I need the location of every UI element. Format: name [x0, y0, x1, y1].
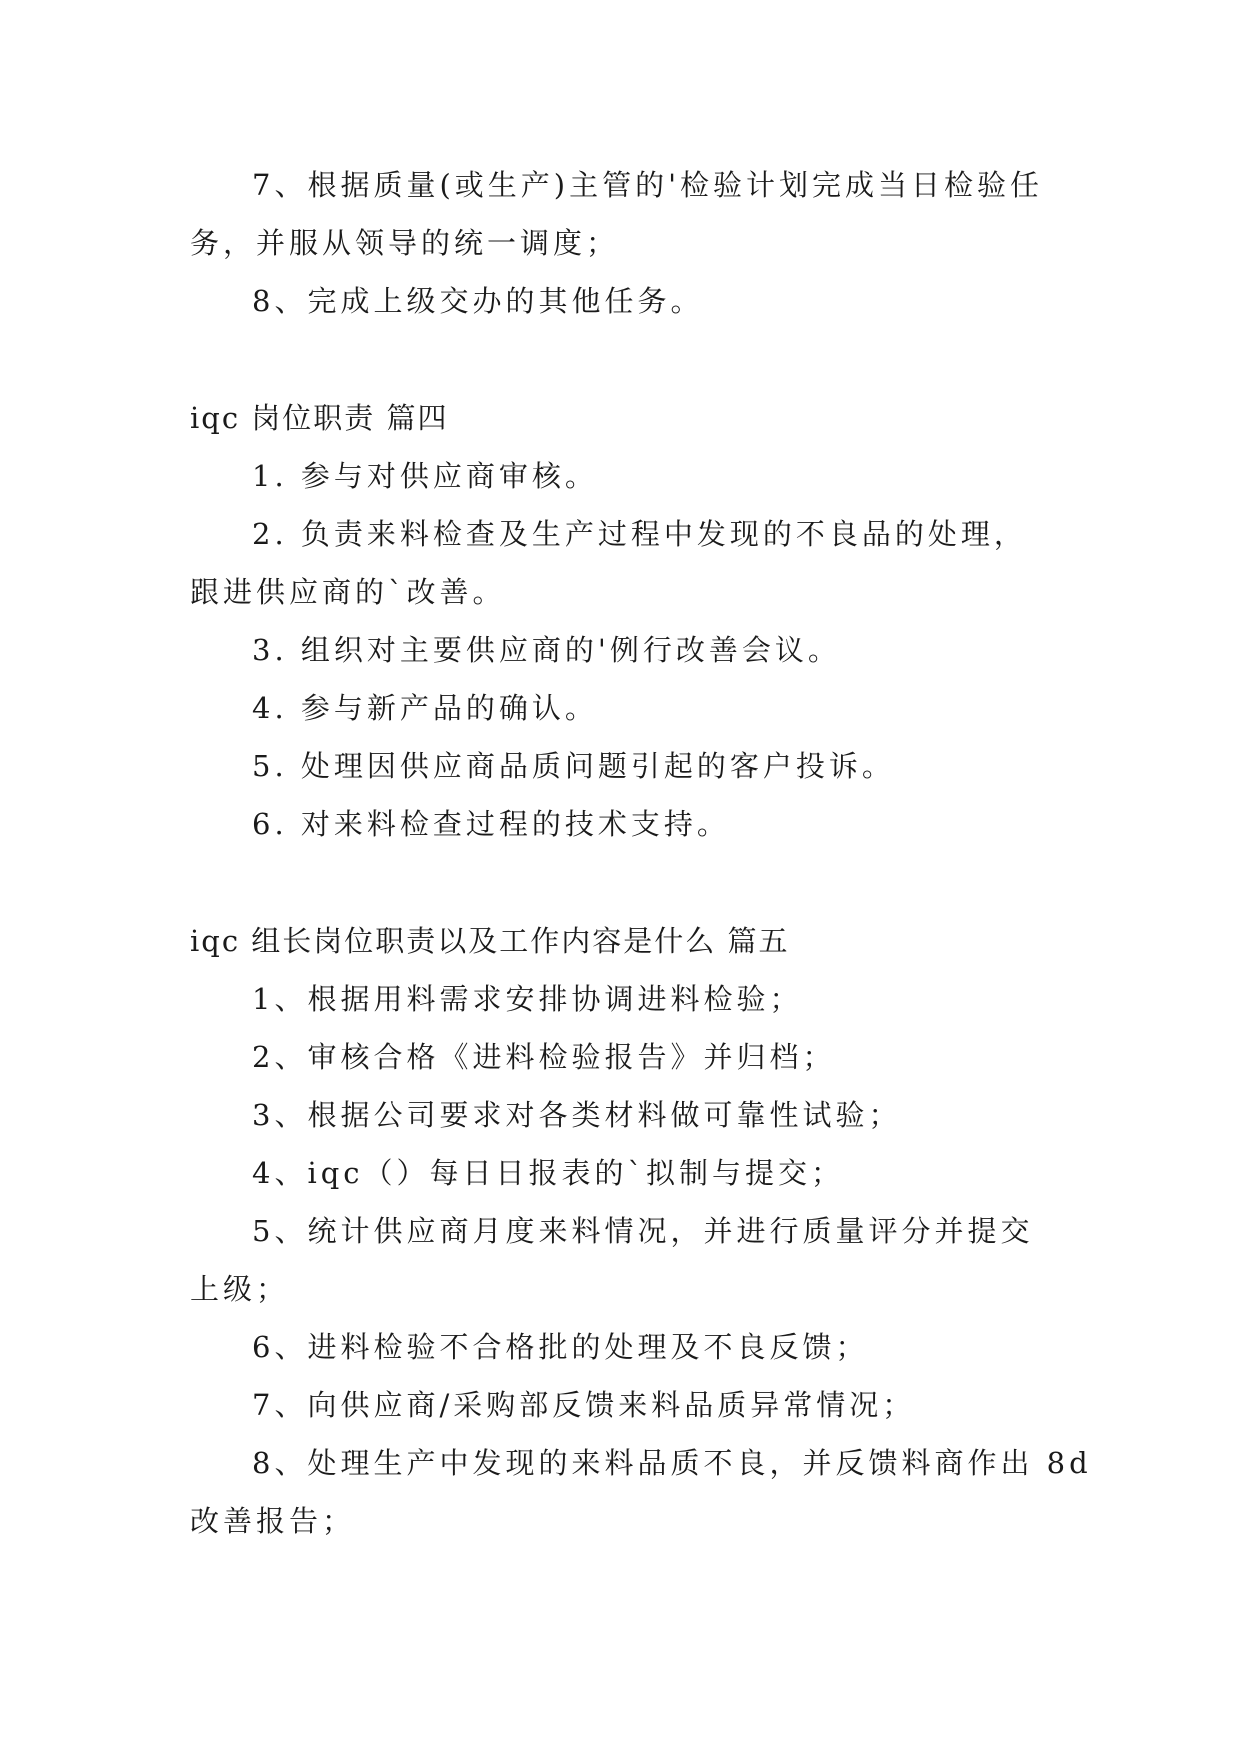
paragraph-line: 3. 组织对主要供应商的'例行改善会议。 — [252, 633, 841, 667]
paragraph-line: 6. 对来料检查过程的技术支持。 — [252, 807, 730, 841]
paragraph-line: 务，并服从领导的统一调度； — [190, 226, 620, 260]
paragraph-line: 2. 负责来料检查及生产过程中发现的不良品的处理， — [252, 517, 1027, 551]
paragraph-line: 跟进供应商的`改善。 — [190, 575, 506, 609]
paragraph-line: 1、根据用料需求安排协调进料检验； — [252, 982, 803, 1016]
section-heading: iqc 组长岗位职责以及工作内容是什么 篇五 — [190, 924, 790, 958]
paragraph-line: 8、完成上级交办的其他任务。 — [252, 284, 704, 318]
section-heading: iqc 岗位职责 篇四 — [190, 401, 449, 435]
paragraph-line: 上级； — [190, 1272, 290, 1306]
paragraph-line: 4. 参与新产品的确认。 — [252, 691, 598, 725]
paragraph-line: 5. 处理因供应商品质问题引起的客户投诉。 — [252, 749, 895, 783]
paragraph-line: 7、根据质量(或生产)主管的'检验计划完成当日检验任 — [252, 168, 1044, 202]
paragraph-line: 7、向供应商/采购部反馈来料品质异常情况； — [252, 1388, 916, 1422]
paragraph-line: 2、审核合格《进料检验报告》并归档； — [252, 1040, 836, 1074]
paragraph-line: 4、iqc（）每日日报表的`拟制与提交； — [252, 1156, 845, 1190]
paragraph-line: 改善报告； — [190, 1504, 356, 1538]
paragraph-line: 6、进料检验不合格批的处理及不良反馈； — [252, 1330, 869, 1364]
paragraph-line: 3、根据公司要求对各类材料做可靠性试验； — [252, 1098, 902, 1132]
paragraph-line: 1. 参与对供应商审核。 — [252, 459, 598, 493]
paragraph-line: 8、处理生产中发现的来料品质不良，并反馈料商作出 8d — [252, 1446, 1092, 1480]
paragraph-line: 5、统计供应商月度来料情况，并进行质量评分并提交 — [252, 1214, 1034, 1248]
